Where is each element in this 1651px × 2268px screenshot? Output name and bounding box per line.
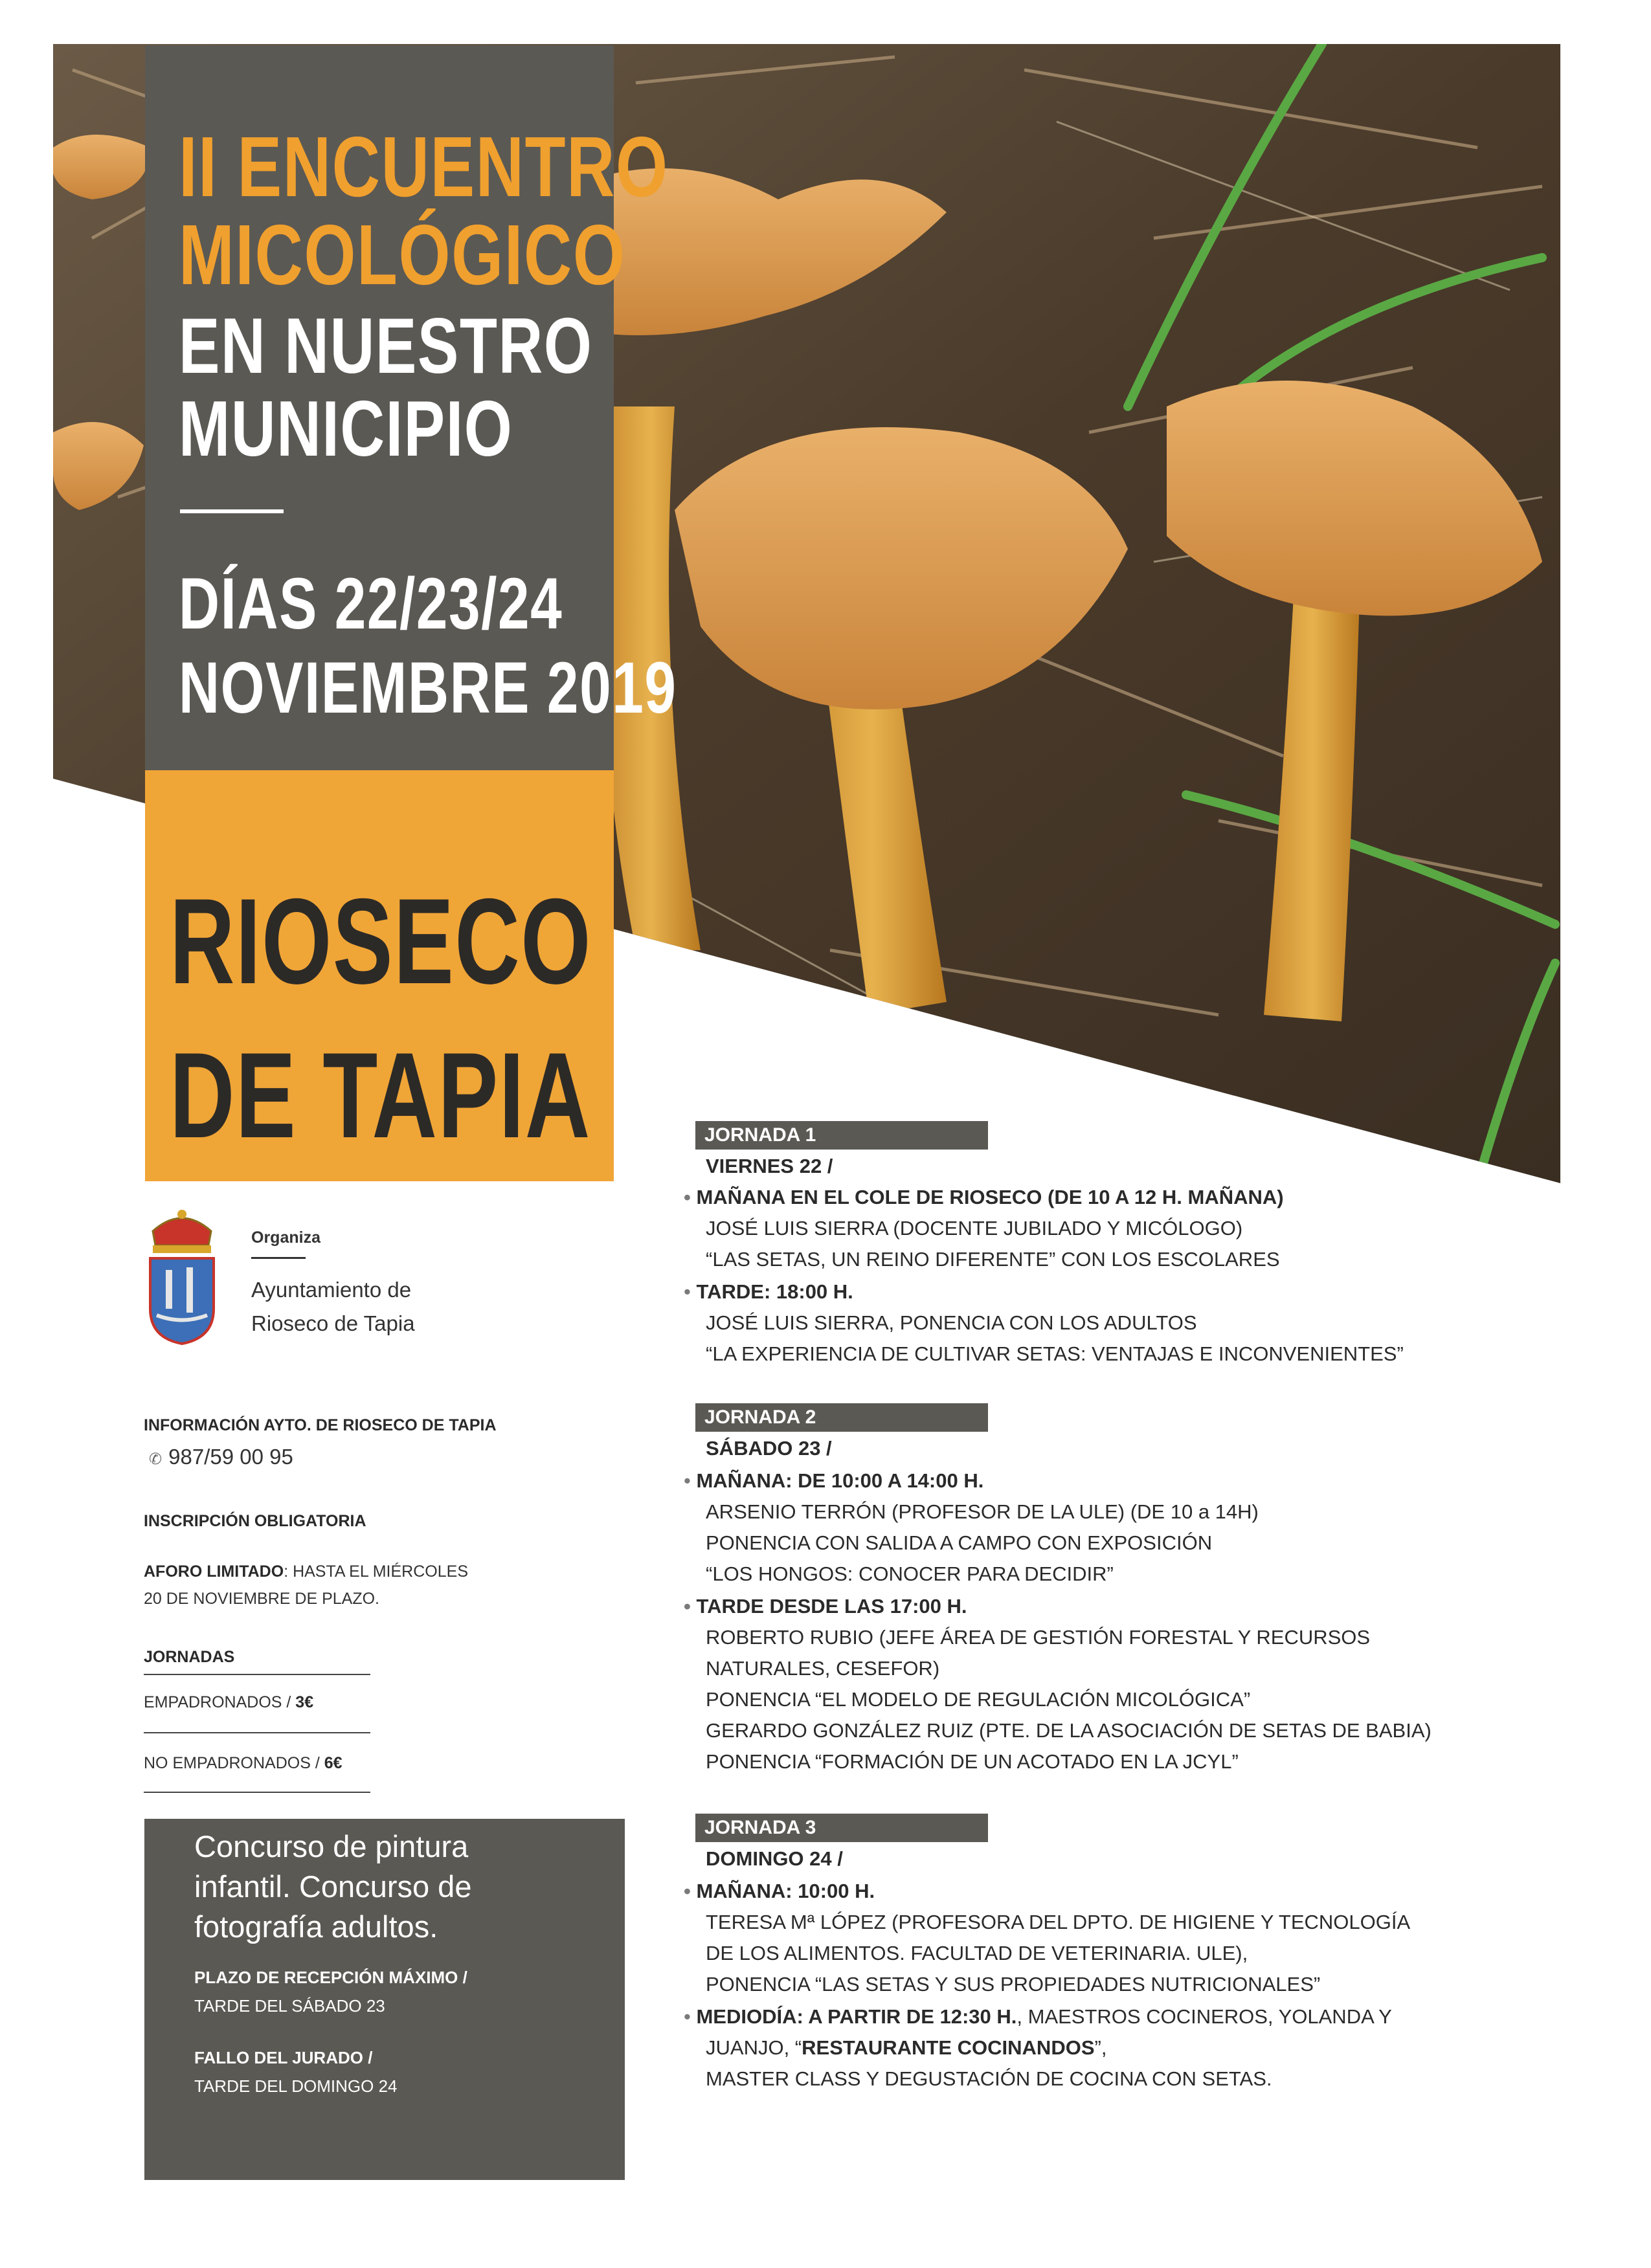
- price-nonresidents: [144, 1754, 343, 1773]
- jornada-2-afternoon: [684, 1595, 967, 1618]
- jornada-2-speaker-2: ROBERTO RUBIO (JEFE ÁREA DE GESTIÓN FORESTAL Y RECURSOS: [706, 1626, 1371, 1649]
- bullet-icon: •: [684, 1186, 697, 1208]
- phone-icon: ✆: [149, 1451, 163, 1468]
- jornada-3-morning: [684, 1880, 875, 1903]
- organizer-divider: [251, 1257, 306, 1259]
- price-residents-value: 3€: [295, 1693, 314, 1711]
- jornada-2-talk-3: PONENCIA “FORMACIÓN DE UN ACOTADO EN LA JCYL”: [706, 1750, 1239, 1773]
- contest-title-line2: infantil. Concurso de: [194, 1869, 472, 1904]
- price-residents: [144, 1693, 313, 1712]
- event-subtitle-line2: MUNICIPIO: [179, 384, 513, 472]
- contest-title-line1: Concurso de pintura: [194, 1829, 469, 1863]
- verdict-label: FALLO DEL JURADO /: [194, 2048, 373, 2067]
- price-nonresidents-label: NO EMPADRONADOS /: [144, 1754, 324, 1772]
- jornada-3-date: DOMINGO 24 /: [706, 1847, 843, 1870]
- jornada-2-speaker-2-cont: NATURALES, CESEFOR): [706, 1657, 940, 1680]
- jornada-3-morning-label: MAÑANA: 10:00 H.: [696, 1880, 875, 1902]
- event-dates-line1: DÍAS 22/23/24: [179, 563, 563, 644]
- jornada-3-midday-label: MEDIODÍA: A PARTIR DE 12:30 H.: [696, 2005, 1017, 2028]
- event-subtitle-line1: EN NUESTRO: [179, 302, 593, 390]
- phone-row: [149, 1445, 293, 1469]
- bullet-icon: •: [684, 1469, 697, 1492]
- price-residents-label: EMPADRONADOS /: [144, 1693, 296, 1711]
- jornada-1-talk: “LAS SETAS, UN REINO DIFERENTE” CON LOS ESCOLARES: [706, 1248, 1280, 1271]
- jornada-2-activity: PONENCIA CON SALIDA A CAMPO CON EXPOSICIÓN: [706, 1531, 1213, 1554]
- jornada-1-date: VIERNES 22 /: [706, 1155, 833, 1177]
- event-title-line2: MICOLÓGICO: [179, 207, 626, 302]
- organizer-name-line2: Rioseco de Tapia: [251, 1311, 415, 1335]
- jornada-2-talk-2: PONENCIA “EL MODELO DE REGULACIÓN MICOLÓGICA”: [706, 1688, 1251, 1711]
- jornada-3-chefs-a: JUANJO, “: [706, 2036, 802, 2059]
- jornada-1-morning-text: MAÑANA EN EL COLE DE RIOSECO (DE 10 A 12 H. MAÑANA): [696, 1186, 1284, 1208]
- municipal-crest-icon: [144, 1205, 220, 1346]
- registration-note: INSCRIPCIÓN OBLIGATORIA: [144, 1512, 366, 1530]
- jornada-1-afternoon-time: : 18:00 H.: [763, 1280, 853, 1303]
- capacity-note-line2: 20 DE NOVIEMBRE DE PLAZO.: [144, 1590, 379, 1608]
- jornada-2-speaker: ARSENIO TERRÓN (PROFESOR DE LA ULE) (DE 10 a 14H): [706, 1500, 1259, 1523]
- bullet-icon: •: [684, 1880, 697, 1902]
- price-rule-2: [144, 1732, 370, 1733]
- organizer-name-line1: Ayuntamiento de: [251, 1278, 412, 1302]
- place-name-line2: DE TAPIA: [170, 1027, 591, 1163]
- organizer-label: Organiza: [251, 1228, 320, 1247]
- jornada-1-morning: [684, 1186, 1284, 1209]
- jornada-3-midday-rest: , MAESTROS COCINEROS, YOLANDA Y: [1016, 2005, 1392, 2028]
- deadline-label: PLAZO DE RECEPCIÓN MÁXIMO /: [194, 1968, 467, 1987]
- jornada-1-header: JORNADA 1: [695, 1121, 988, 1150]
- price-rule-1: [144, 1674, 370, 1675]
- verdict-value: TARDE DEL DOMINGO 24: [194, 2076, 398, 2096]
- jornada-2-morning: [684, 1469, 983, 1493]
- jornada-2-speaker-3: GERARDO GONZÁLEZ RUIZ (PTE. DE LA ASOCIACIÓN DE SETAS DE BABIA): [706, 1719, 1432, 1742]
- jornada-2-date: SÁBADO 23 /: [706, 1437, 832, 1460]
- jornada-3-chefs-b: ”,: [1094, 2036, 1107, 2059]
- jornada-1-afternoon: [684, 1280, 853, 1304]
- jornada-3-masterclass: MASTER CLASS Y DEGUSTACIÓN DE COCINA CON SETAS.: [706, 2067, 1272, 2090]
- capacity-deadline: : HASTA EL MIÉRCOLES: [284, 1562, 468, 1581]
- bullet-icon: •: [684, 2005, 697, 2028]
- price-nonresidents-value: 6€: [324, 1754, 343, 1772]
- jornada-2-talk: “LOS HONGOS: CONOCER PARA DECIDIR”: [706, 1562, 1114, 1585]
- jornada-3-speaker: TERESA Mª LÓPEZ (PROFESORA DEL DPTO. DE HIGIENE Y TECNOLOGÍA: [706, 1911, 1411, 1933]
- jornadas-label: JORNADAS: [144, 1648, 235, 1666]
- jornada-2-afternoon-label: TARDE DESDE LAS 17:00 H.: [696, 1595, 967, 1618]
- jornada-3-chefs: [706, 2036, 1106, 2060]
- capacity-note: [144, 1562, 468, 1581]
- jornada-1-afternoon-speaker: JOSÉ LUIS SIERRA, PONENCIA CON LOS ADULTOS: [706, 1311, 1197, 1334]
- jornada-1-afternoon-label: TARDE: [696, 1280, 764, 1303]
- jornada-2-header: JORNADA 2: [695, 1403, 988, 1432]
- event-title-line1: II ENCUENTRO: [179, 119, 669, 214]
- contact-label: INFORMACIÓN AYTO. DE RIOSECO DE TAPIA: [144, 1416, 497, 1434]
- bullet-icon: •: [684, 1280, 697, 1303]
- place-name-line1: RIOSECO: [170, 873, 592, 1009]
- event-dates-line2: NOVIEMBRE 2019: [179, 647, 677, 728]
- jornada-3-talk: PONENCIA “LAS SETAS Y SUS PROPIEDADES NUTRICIONALES”: [706, 1973, 1321, 1996]
- deadline-value: TARDE DEL SÁBADO 23: [194, 1996, 385, 2016]
- capacity-label: AFORO LIMITADO: [144, 1562, 284, 1581]
- jornada-1-speaker: JOSÉ LUIS SIERRA (DOCENTE JUBILADO Y MICÓLOGO): [706, 1217, 1243, 1240]
- jornada-3-header: JORNADA 3: [695, 1814, 988, 1842]
- jornada-1-afternoon-talk: “LA EXPERIENCIA DE CULTIVAR SETAS: VENTAJAS E INCONVENIENTES”: [706, 1342, 1404, 1365]
- bullet-icon: •: [684, 1595, 697, 1618]
- phone-number: 987/59 00 95: [168, 1445, 293, 1469]
- price-rule-3: [144, 1792, 370, 1793]
- jornada-3-speaker-cont: DE LOS ALIMENTOS. FACULTAD DE VETERINARIA. ULE),: [706, 1942, 1248, 1964]
- jornada-3-midday: [684, 2005, 1392, 2029]
- restaurant-name: RESTAURANTE COCINANDOS: [802, 2036, 1095, 2059]
- jornada-2-morning-label: MAÑANA: [696, 1469, 786, 1492]
- title-divider: [180, 509, 284, 513]
- contest-title-line3: fotografía adultos.: [194, 1909, 438, 1944]
- jornada-2-morning-time: : DE 10:00 A 14:00 H.: [785, 1469, 984, 1492]
